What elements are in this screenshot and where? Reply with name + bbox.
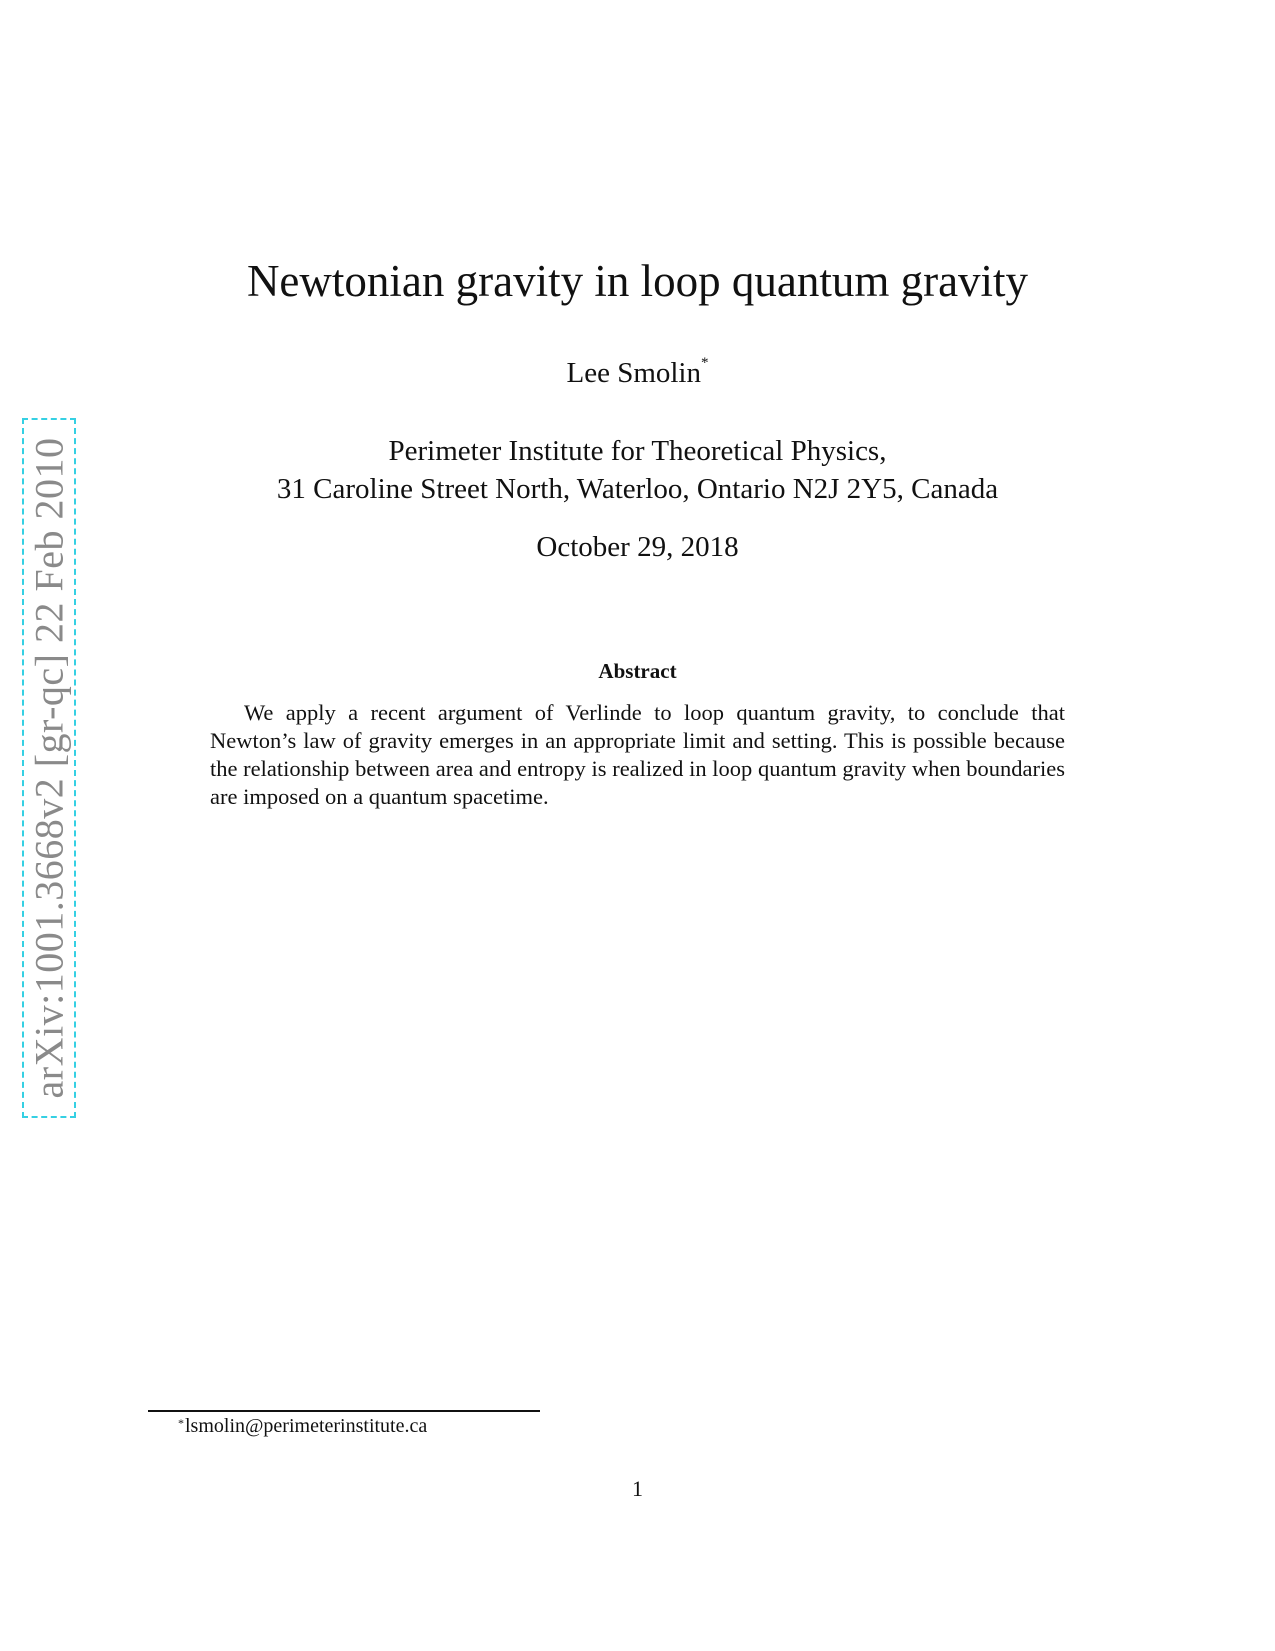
arxiv-stamp-text: arXiv:1001.3668v2 [gr-qc] 22 Feb 2010	[26, 437, 72, 1099]
footnote-email[interactable]: lsmolin@perimeterinstitute.ca	[185, 1415, 428, 1437]
footnote-mark: *	[178, 1416, 184, 1430]
author-footnote-mark[interactable]: *	[701, 355, 709, 371]
footnote	[178, 1415, 427, 1438]
affiliation	[0, 432, 1275, 508]
affiliation-line-2: 31 Caroline Street North, Waterloo, Ontario N2J 2Y5, Canada	[276, 473, 999, 505]
paper-date: October 29, 2018	[536, 531, 739, 563]
affiliation-line-1: Perimeter Institute for Theoretical Physics,	[388, 435, 887, 467]
arxiv-stamp[interactable]	[22, 418, 76, 1118]
abstract-body: We apply a recent argument of Verlinde to loop quantum gravity, to conclude that Newton’s law of gravity emerges in an appropriate limit and setting. This is possible because the relationship between area and entropy is realized in loop quantum gravity when boundaries are imposed on a quantum spacetime.	[210, 700, 1065, 809]
footnote-rule	[148, 1410, 540, 1412]
paper-title: Newtonian gravity in loop quantum gravity	[246, 256, 1029, 306]
abstract-heading: Abstract	[598, 659, 677, 683]
author-name: Lee Smolin	[566, 357, 701, 389]
author	[0, 357, 1275, 390]
page-number: 1	[632, 1476, 643, 1501]
